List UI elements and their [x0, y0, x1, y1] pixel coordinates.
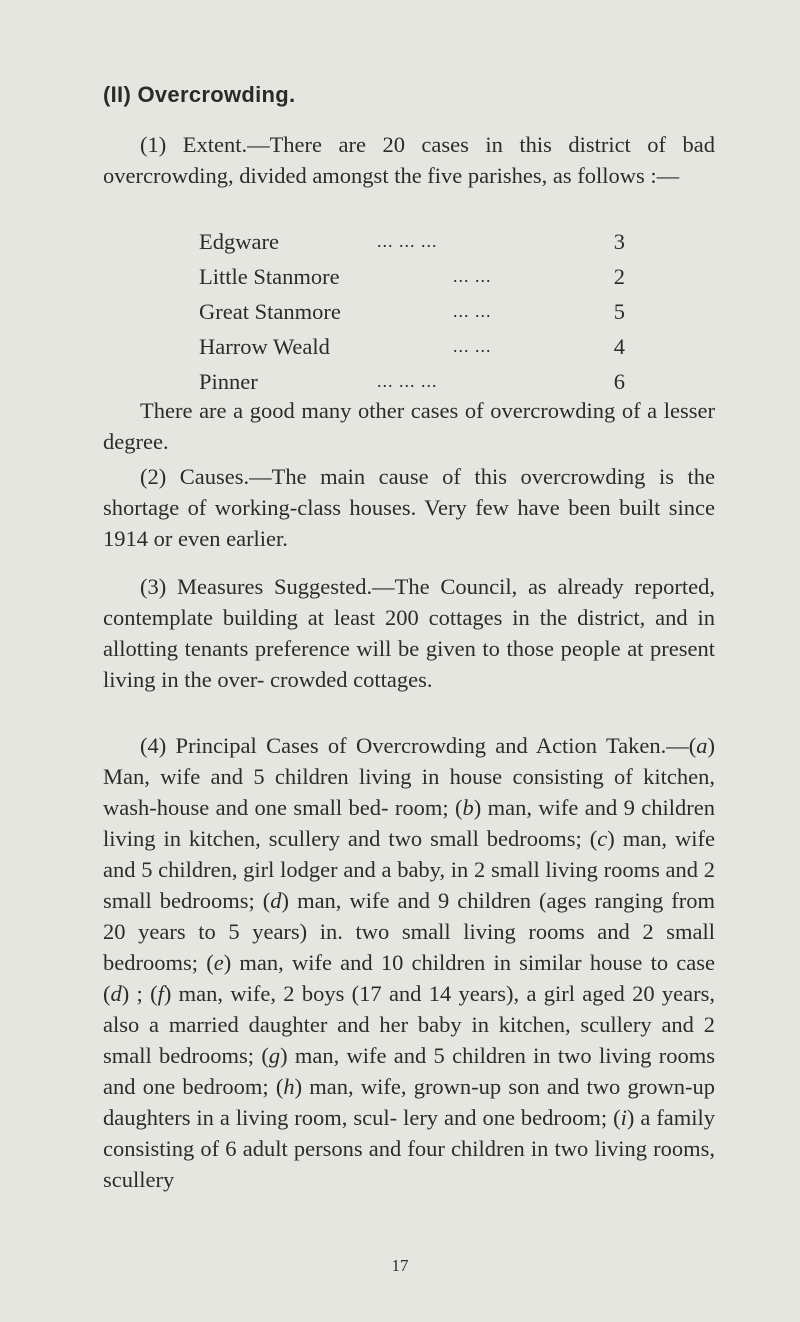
- text-run: ) man, wife and 9 children (ages ranging from 20 years to 5 years) in. two small living rooms and 2 small bedrooms; (: [103, 888, 716, 975]
- case-letter: i: [620, 1105, 627, 1130]
- case-letter: f: [157, 981, 164, 1006]
- case-letter: d: [110, 981, 122, 1006]
- parish-count: 3: [613, 229, 625, 254]
- parish-count: 5: [613, 299, 625, 324]
- paragraph-measures: (3) Measures Suggested.—The Council, as already reported, contemplate building at least 200 cottages in the district, and in allotting tenants preference will be given to those people at present living in the over- crowded cottages.: [103, 574, 715, 692]
- parish-count: 2: [613, 264, 625, 289]
- parish-list: [199, 224, 639, 399]
- case-letter: d: [270, 888, 282, 913]
- paragraph-extent: (1) Extent.—There are 20 cases in this district of bad overcrowding, divided amongst the five parishes, as follows :—: [103, 132, 715, 188]
- parish-count: 6: [613, 369, 625, 394]
- parish-name: Harrow Weald: [199, 334, 330, 359]
- text-run: (4) Principal Cases of Overcrowding and Action Taken.—(: [140, 733, 697, 758]
- paragraph-lesser-cases: There are a good many other cases of overcrowding of a lesser degree.: [103, 398, 715, 454]
- text-run: ) man, wife, grown-up son and two grown-up daughters in a living room, scul- lery and one bedroom; (: [103, 1074, 716, 1130]
- parish-name: Great Stanmore: [199, 299, 341, 324]
- text-run: ) man, wife and 5 children, girl lodger and a baby, in 2 small living rooms and 2 small bedrooms; (: [103, 826, 715, 913]
- parish-row: [199, 294, 639, 329]
- leader-dots: ... ...: [453, 336, 492, 356]
- text-run: ) man, wife and 5 children in two living rooms and one bedroom; (: [103, 1043, 715, 1099]
- leader-dots: ... ... ...: [377, 231, 438, 251]
- paragraph-principal-cases: [103, 730, 715, 1195]
- parish-row: [199, 224, 639, 259]
- paragraph-causes: (2) Causes.—The main cause of this overcrowding is the shortage of working-class houses. Very few have been built since 1914 or even earlier.: [103, 464, 715, 551]
- leader-dots: ... ...: [453, 301, 492, 321]
- case-letter: h: [283, 1074, 295, 1099]
- text-run: ) man, wife, 2 boys (17 and 14 years), a girl aged 20 years, also a married daughter and her baby in kitchen, scullery and 2 small bedrooms; (: [103, 981, 715, 1068]
- parish-name: Pinner: [199, 369, 258, 394]
- leader-dots: ... ...: [453, 266, 492, 286]
- parish-row: [199, 259, 639, 294]
- case-letter: a: [696, 733, 708, 758]
- parish-row: [199, 329, 639, 364]
- case-letter: e: [213, 950, 224, 975]
- leader-dots: ... ... ...: [377, 371, 438, 391]
- parish-name: Little Stanmore: [199, 264, 340, 289]
- case-letter: b: [462, 795, 474, 820]
- page-number: 17: [391, 1256, 409, 1275]
- parish-count: 4: [613, 334, 625, 359]
- text-run: ) man, wife and 10 children in similar house to case (: [103, 950, 715, 1006]
- case-letter: g: [268, 1043, 281, 1068]
- section-heading: (II) Overcrowding.: [103, 82, 296, 107]
- parish-name: Edgware: [199, 229, 279, 254]
- parish-row: [199, 364, 639, 399]
- text-run: ) man, wife and 9 children living in kitchen, scullery and two small bedrooms; (: [103, 795, 715, 851]
- text-run: ) ; (: [121, 981, 158, 1006]
- case-letter: c: [597, 826, 608, 851]
- text-run: ) Man, wife and 5 children living in house consisting of kitchen, wash-house and one small bed- room; (: [103, 733, 715, 820]
- text-run: ) a family consisting of 6 adult persons and four children in two living rooms, scullery: [103, 1105, 716, 1192]
